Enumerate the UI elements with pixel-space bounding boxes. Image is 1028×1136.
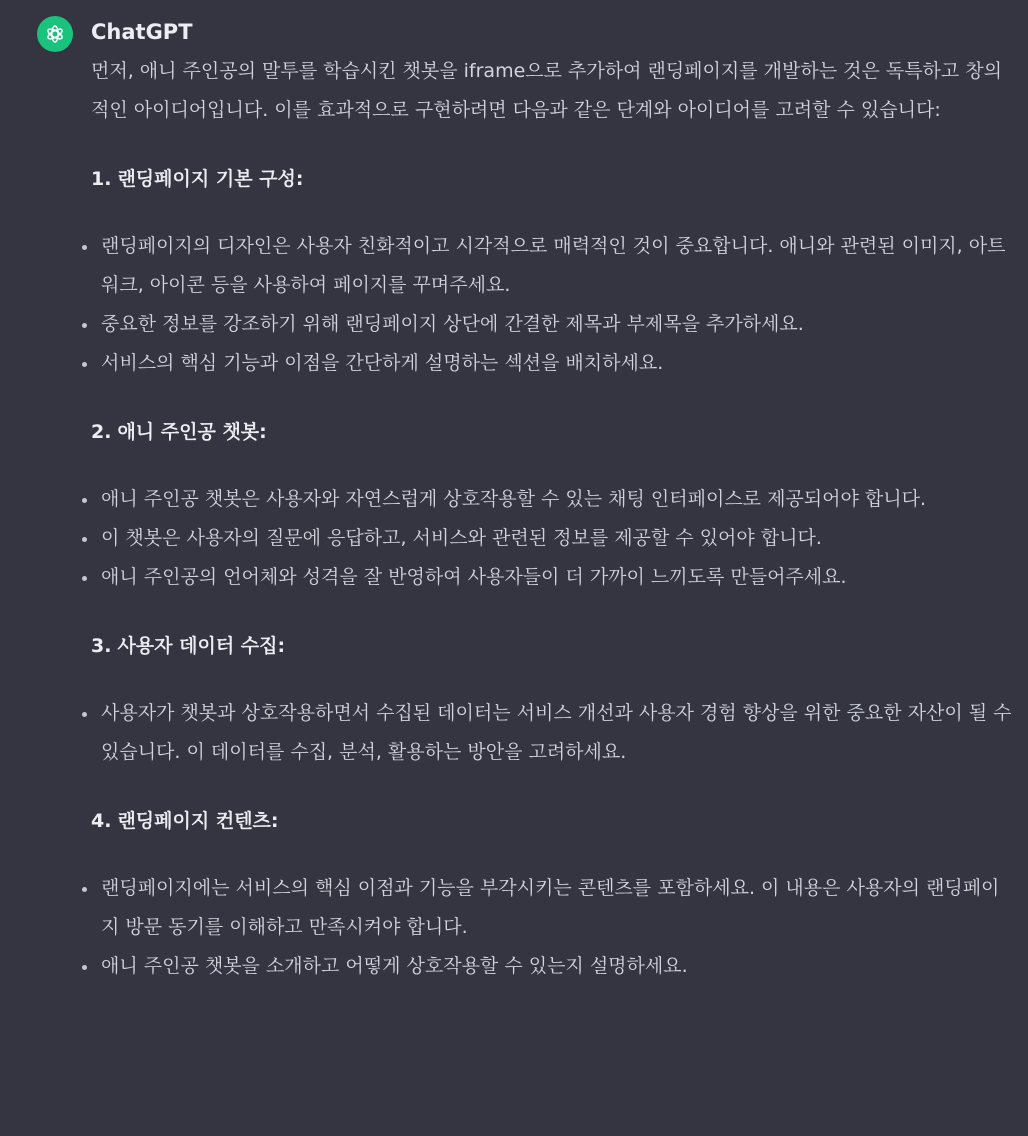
chatgpt-avatar (37, 16, 73, 52)
list-item: 애니 주인공 챗봇은 사용자와 자연스럽게 상호작용할 수 있는 채팅 인터페이스로 제공되어야 합니다. (91, 480, 1016, 519)
list-item: 사용자가 챗봇과 상호작용하면서 수집된 데이터는 서비스 개선과 사용자 경험 향상을 위한 중요한 자산이 될 수 있습니다. 이 데이터를 수집, 분석, 활용하는 방안을 고려하세요. (91, 694, 1016, 772)
openai-logo-icon (43, 22, 67, 46)
list-item: 애니 주인공의 언어체와 성격을 잘 반영하여 사용자들이 더 가까이 느끼도록 만들어주세요. (91, 558, 1016, 597)
section-number: 2. (91, 421, 112, 443)
section-number: 3. (91, 635, 112, 657)
list-item: 랜딩페이지의 디자인은 사용자 친화적이고 시각적으로 매력적인 것이 중요합니다. 애니와 관련된 이미지, 아트워크, 아이콘 등을 사용하여 페이지를 꾸며주세요. (91, 227, 1016, 305)
section-title: 사용자 데이터 수집: (117, 635, 286, 657)
section-heading (91, 627, 1016, 666)
author-name: ChatGPT (91, 20, 193, 44)
list-item: 애니 주인공 챗봇을 소개하고 어떻게 상호작용할 수 있는지 설명하세요. (91, 947, 1016, 986)
section-title: 랜딩페이지 컨텐츠: (117, 810, 279, 832)
list-item: 이 챗봇은 사용자의 질문에 응답하고, 서비스와 관련된 정보를 제공할 수 있어야 합니다. (91, 519, 1016, 558)
intro-paragraph: 먼저, 애니 주인공의 말투를 학습시킨 챗봇을 iframe으로 추가하여 랜딩페이지를 개발하는 것은 독특하고 창의적인 아이디어입니다. 이를 효과적으로 구현하려면 다음과 같은 단계와 아이디어를 고려할 수 있습니다: (91, 60, 1003, 121)
list-item: 서비스의 핵심 기능과 이점을 간단하게 설명하는 섹션을 배치하세요. (91, 344, 1016, 383)
section-title: 애니 주인공 챗봇: (117, 421, 267, 443)
section-heading (91, 160, 1016, 199)
section-number: 4. (91, 810, 112, 832)
section-heading (91, 413, 1016, 452)
section-title: 랜딩페이지 기본 구성: (117, 168, 304, 190)
message-content (91, 52, 1016, 986)
section-heading (91, 802, 1016, 841)
bullet-list (91, 480, 1016, 597)
bullet-list (91, 869, 1016, 986)
bullet-list (91, 227, 1016, 383)
section-number: 1. (91, 168, 112, 190)
list-item: 중요한 정보를 강조하기 위해 랜딩페이지 상단에 간결한 제목과 부제목을 추가하세요. (91, 305, 1016, 344)
list-item: 랜딩페이지에는 서비스의 핵심 이점과 기능을 부각시키는 콘텐츠를 포함하세요. 이 내용은 사용자의 랜딩페이지 방문 동기를 이해하고 만족시켜야 합니다. (91, 869, 1016, 947)
bullet-list (91, 694, 1016, 772)
